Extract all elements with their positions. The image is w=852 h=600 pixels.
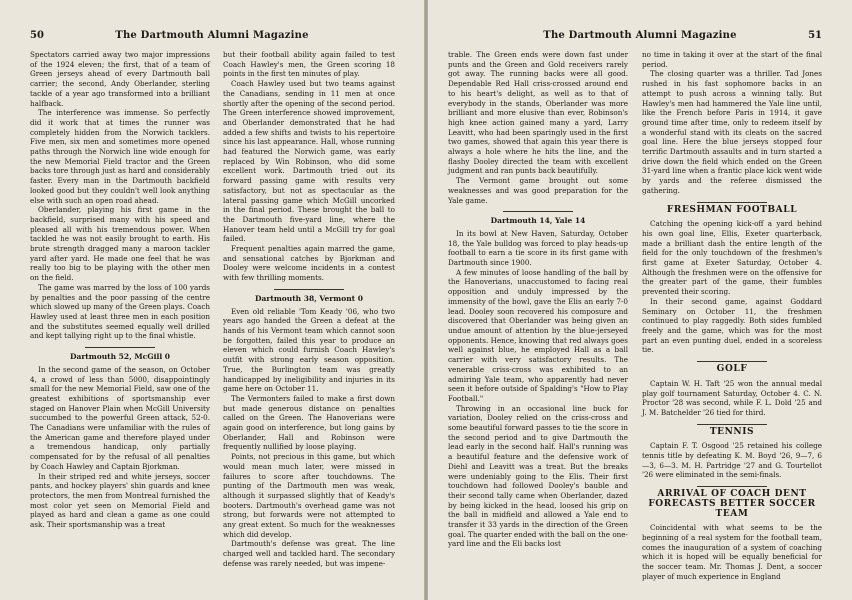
paragraph: Oberlander, playing his first game in the backfield, surprised many with his speed and pleased all with his tremendous power. When tackled he was not easily brought to earth. His brute strength dragged many a maroon tackler yard after yard. He made one feel that he was really too big to be playing with the other men on the field. [30,205,210,283]
paragraph: Even old reliable 'Tom Keady '06, who two years ago handed the Green a defeat at the hands of his Vermont team which cannot soon be forgotten, failed this year to produce an eleven which could furnish Coach Hawley's outfit with strong early season opposition. True, the Burlington team was greatly handicapped by ineligibility and injuries in its game here on October 11. [223,306,395,394]
section-divider [697,202,767,203]
right-column-2 [642,50,822,581]
section-heading-golf: GOLF [716,364,748,375]
section-divider [274,289,344,290]
right-magazine-title: The Dartmouth Alumni Magazine [543,30,737,41]
section-divider [503,211,573,212]
paragraph: In the second game of the season, on October 4, a crowd of less than 5000, disappointingly small for the new Memorial Field, saw one of the greatest exhibitions of sportsmanship ever staged on Hanover Plain when McGill University succumbed to the powerful Green attack, 52-0. The Canadians were unfamiliar with the rules of the American game and therefore played under a tremendous handicap, only partially compensated for by the refusal of all penalties by Coach Hawley and Captain Bjorkman. [30,364,210,471]
paragraph: but their football ability again failed to test Coach Hawley's men, the Green scoring 18 points in the first ten minutes of play. [223,50,395,79]
paragraph: Captain W. H. Taft '25 won the annual medal play golf tournament Saturday, October 4. C. N. Proctor '28 was second, while F. L. Dold '25 and J. M. Batchelder '26 tied for third. [642,378,822,417]
left-column-1 [30,50,210,530]
paragraph: Dartmouth's defense was great. The line charged well and tackled hard. The secondary defense was rarely needed, but was impene- [223,539,395,568]
paragraph: trable. The Green ends were down fast under punts and the Green and Gold receivers rarely got away. The running backs were all good. Dependable Red Hall criss-crossed around end to his heart's delight, as well as to that of everybody in the stands, Oberlander was more brilliant and more elusive than ever, Robinson's high knee action gained many a yard, Larry Leavitt, who had been sparingly used in the first two games, showed that again this year there is always a hole where he hits the line, and the flashy Dooley directed the team with excellent judgment and ran punts back beautifully. [448,50,628,176]
paragraph: Spectators carried away two major impressions of the 1924 eleven; the first, that of a team of Green jerseys ahead of every Dartmouth ball carrier; the second, Andy Oberlander, sterling tackle of a year ago transformed into a brilliant halfback. [30,50,210,108]
right-page [428,0,852,600]
paragraph: The interference was immense. So perfectly did it work that at times the runner was completely hidden from the Norwich tacklers. Five men, six men and sometimes more opened paths through the Norwich line wide enough for the new Memorial Field tractor and the Green backs tore through just as hard and considerably faster. Every man in the Dartmouth backfield looked good but they couldn't well look anything else with such an open road ahead. [30,108,210,205]
paragraph: The Vermont game brought out some weaknesses and was good preparation for the Yale game. [448,176,628,205]
paragraph: In their striped red and white jerseys, soccer pants, and hockey players' shin guards and knee protectors, the men from Montreal furnished the most color yet seen on Memorial Field and played as hard and clean a game as one could ask. Their sportsmanship was a treat [30,471,210,530]
paragraph: The Vermonters failed to make a first down but made generous distance on penalties called on the Green. The Hanoverians were again good on interference, but long gains by Oberlander, Hall and Robinson were frequently nullified by loose playing. [223,393,395,452]
section-heading-soccer: ARRIVAL OF COACH DENT FORECASTS BETTER SOCCER TEAM [648,489,816,519]
paragraph: Throwing in an occasional line buck for variation, Dooley relied on the criss-cross and some beautiful forward passes to tie the score in the second period and to give Dartmouth the lead early in the second half. Hall's running was a beautiful feature and the defensive work of Diehl and Leavitt was a treat. But the breaks were undeniably going to the Elis. Their first touchdown had followed Dooley's bauble and their second tally came when Oberlander, dazed by being kicked in the head, loosed his grip on the ball in midfield and allowed a Yale end to transfer it 33 yards in the direction of the Green goal. The quarter ended with the ball on the one-yard line and the Eli backs lost [448,403,628,549]
section-heading-tennis: TENNIS [709,426,755,437]
paragraph: Catching the opening kick-off a yard behind his own goal line, Ellis, Exeter quarterback, made a brilliant dash the entire length of the field for the only touchdown of the freshmen's first game at Exeter Saturday, October 4. Although the freshmen were on the offensive for the greater part of the game, their fumbles prevented their scoring. [642,219,822,297]
section-divider [697,486,767,487]
section-heading-yale: Dartmouth 14, Yale 14 [490,216,586,226]
section-heading-mcgill: Dartmouth 52, McGill 0 [69,352,170,362]
paragraph: no time in taking it over at the start of the final period. [642,50,822,69]
paragraph: Coach Hawley used but two teams against the Canadians, sending in 11 men at once shortly after the opening of the second period. The Green interference showed improvement, and Oberlander demonstrated that he had added a few shifts and twists to his repertoire since his last appearance. Hall, whose running had featured the Norwich game, was early replaced by Win Robinson, who did some excellent work. Dartmouth tried out its forward passing game with results very satisfactory, but not as spectacular as the lateral passing game which McGill uncorked in the final period. These brought the ball to the Dartmouth five-yard line, where the Hanover team held until a McGill try for goal failed. [223,79,395,244]
paragraph: The closing quarter was a thriller. Tad Jones rushed in his fast sophomore backs in an attempt to push across a winning tally. But Hawley's men had hammered the Yale line until, like the French before Paris in 1914, it gave ground time after time, only to redeem itself by a wonderful stand with its cleats on the sacred goal line. Here the blue jerseys stopped four terrific Dartmouth assaults and in turn started a drive down the field which ended on the Green 31-yard line when a frantic place kick went wide by yards and the referee dismissed the gathering. [642,69,822,195]
left-running-head [30,30,394,44]
left-magazine-title: The Dartmouth Alumni Magazine [115,30,309,41]
paragraph: A few minutes of loose handling of the ball by the Hanoverians, unaccustomed to facing real opposition and unduly impressed by the immensity of the bowl, gave the Elis an early 7-0 lead. Dooley soon recovered his composure and discovered that Oberlander was being given an undue amount of attention by the blue-jerseyed opponents. Hence, knowing that red always goes well against blue, he employed Hall as a ball carrier with very satisfactory results. The venerable criss-cross was exhibited to an admiring Yale team, who apparently had never seen it before outside of Spalding's "How to Play Football." [448,267,628,403]
section-divider [85,347,155,348]
left-page-number: 50 [30,30,44,41]
right-running-head [458,30,822,44]
section-divider [697,361,767,362]
right-column-1 [448,50,628,549]
paragraph: Frequent penalties again marred the game, and sensational catches by Bjorkman and Dooley were welcome incidents in a contest with few thrilling moments. [223,244,395,283]
paragraph: The game was marred by the loss of 100 yards by penalties and the poor passing of the centre which slowed up many of the Green plays. Coach Hawley used at least three men in each position and the substitutes seemed equally well drilled and kept tallying right up to the final whistle. [30,282,210,341]
paragraph: Captain F. T. Osgood '25 retained his college tennis title by defeating K. M. Boyd '26, 9—7, 6—3, 6—3. M. H. Partridge '27 and G. Tourtellot '26 were eliminated in the semi-finals. [642,441,822,480]
paragraph: Coincidental with what seems to be the beginning of a real system for the football team, comes the inauguration of a system of coaching which it is hoped will be equally beneficial for the soccer team. Mr. Thomas J. Dent, a soccer player of much experience in England [642,523,822,581]
paragraph: In its bowl at New Haven, Saturday, October 18, the Yale bulldog was forced to play heads-up football to earn a tie score in its first game with Dartmouth since 1900. [448,228,628,268]
paragraph: In their second game, against Goddard Seminary on October 11, the freshmen continued to play raggedly. Both sides fumbled freely and the game, which was for the most part an even punting duel, ended in a scoreless tie. [642,296,822,355]
paragraph: Points, not precious in this game, but which would mean much later, were missed in failures to score after touchdowns. The punting of the Dartmouth men was weak, although it surpassed slightly that of Keady's booters. Dartmouth's overhead game was not strong, but forwards were not attempted to any great extent. So much for the weaknesses which did develop. [223,452,395,539]
section-heading-vermont: Dartmouth 38, Vermont 0 [255,293,363,303]
section-divider [697,424,767,425]
right-page-number: 51 [808,30,822,41]
left-column-2 [223,50,395,569]
left-page [0,0,424,600]
section-heading-freshman-football: FRESHMAN FOOTBALL [666,204,798,215]
